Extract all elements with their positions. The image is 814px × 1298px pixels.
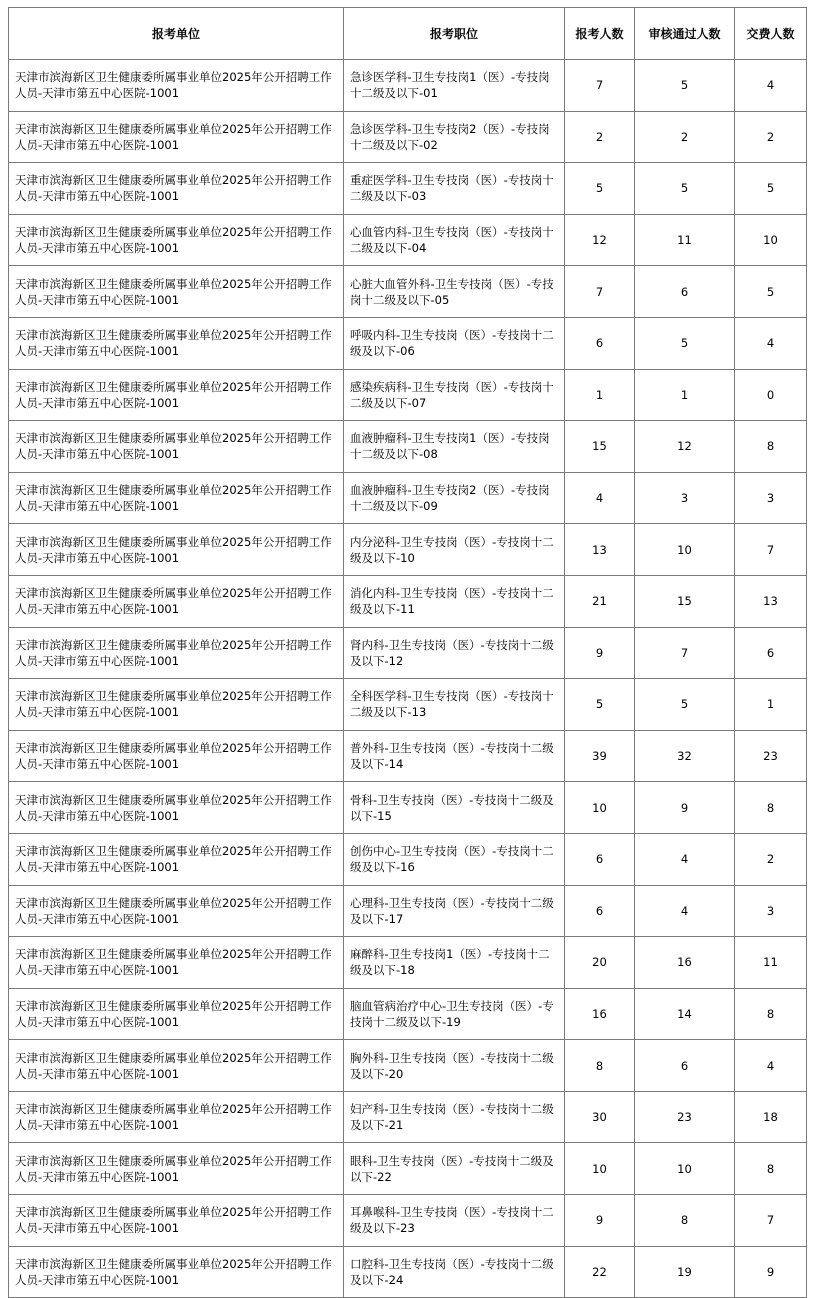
cell-post: 骨科-卫生专技岗（医）-专技岗十二级及以下-15 [344,782,565,834]
cell-post: 心理科-卫生专技岗（医）-专技岗十二级及以下-17 [344,885,565,937]
cell-approved: 5 [635,679,735,731]
cell-unit: 天津市滨海新区卫生健康委所属事业单位2025年公开招聘工作人员-天津市第五中心医院-1001 [9,317,344,369]
cell-approved: 3 [635,472,735,524]
cell-paid: 11 [735,937,807,989]
cell-post: 呼吸内科-卫生专技岗（医）-专技岗十二级及以下-06 [344,317,565,369]
cell-approved: 4 [635,833,735,885]
cell-post: 感染疾病科-卫生专技岗（医）-专技岗十二级及以下-07 [344,369,565,421]
cell-approved: 6 [635,1040,735,1092]
cell-unit: 天津市滨海新区卫生健康委所属事业单位2025年公开招聘工作人员-天津市第五中心医院-1001 [9,472,344,524]
table-row [9,679,807,731]
cell-applicants: 10 [565,782,635,834]
cell-paid: 6 [735,627,807,679]
cell-paid: 8 [735,421,807,473]
cell-post: 口腔科-卫生专技岗（医）-专技岗十二级及以下-24 [344,1246,565,1298]
table-row [9,782,807,834]
cell-unit: 天津市滨海新区卫生健康委所属事业单位2025年公开招聘工作人员-天津市第五中心医院-1001 [9,782,344,834]
cell-applicants: 5 [565,679,635,731]
cell-applicants: 9 [565,627,635,679]
cell-post: 耳鼻喉科-卫生专技岗（医）-专技岗十二级及以下-23 [344,1195,565,1247]
cell-post: 胸外科-卫生专技岗（医）-专技岗十二级及以下-20 [344,1040,565,1092]
cell-applicants: 12 [565,214,635,266]
header-applicants: 报考人数 [565,8,635,60]
cell-unit: 天津市滨海新区卫生健康委所属事业单位2025年公开招聘工作人员-天津市第五中心医院-1001 [9,988,344,1040]
cell-paid: 1 [735,679,807,731]
table-row [9,627,807,679]
cell-applicants: 7 [565,266,635,318]
header-row [9,8,807,60]
cell-post: 麻醉科-卫生专技岗1（医）-专技岗十二级及以下-18 [344,937,565,989]
cell-applicants: 10 [565,1143,635,1195]
cell-paid: 5 [735,163,807,215]
cell-paid: 4 [735,317,807,369]
cell-applicants: 6 [565,885,635,937]
cell-post: 血液肿瘤科-卫生专技岗2（医）-专技岗十二级及以下-09 [344,472,565,524]
cell-unit: 天津市滨海新区卫生健康委所属事业单位2025年公开招聘工作人员-天津市第五中心医院-1001 [9,627,344,679]
cell-applicants: 6 [565,317,635,369]
cell-approved: 6 [635,266,735,318]
cell-unit: 天津市滨海新区卫生健康委所属事业单位2025年公开招聘工作人员-天津市第五中心医院-1001 [9,730,344,782]
cell-unit: 天津市滨海新区卫生健康委所属事业单位2025年公开招聘工作人员-天津市第五中心医院-1001 [9,369,344,421]
table-row [9,575,807,627]
cell-post: 脑血管病治疗中心-卫生专技岗（医）-专技岗十二级及以下-19 [344,988,565,1040]
cell-approved: 5 [635,163,735,215]
table-row [9,472,807,524]
cell-approved: 11 [635,214,735,266]
cell-unit: 天津市滨海新区卫生健康委所属事业单位2025年公开招聘工作人员-天津市第五中心医院-1001 [9,111,344,163]
cell-paid: 8 [735,1143,807,1195]
cell-post: 心血管内科-卫生专技岗（医）-专技岗十二级及以下-04 [344,214,565,266]
cell-applicants: 5 [565,163,635,215]
cell-paid: 3 [735,472,807,524]
cell-unit: 天津市滨海新区卫生健康委所属事业单位2025年公开招聘工作人员-天津市第五中心医院-1001 [9,1091,344,1143]
cell-approved: 1 [635,369,735,421]
cell-unit: 天津市滨海新区卫生健康委所属事业单位2025年公开招聘工作人员-天津市第五中心医院-1001 [9,885,344,937]
cell-approved: 8 [635,1195,735,1247]
cell-approved: 15 [635,575,735,627]
cell-post: 消化内科-卫生专技岗（医）-专技岗十二级及以下-11 [344,575,565,627]
header-unit: 报考单位 [9,8,344,60]
cell-paid: 4 [735,1040,807,1092]
table-row [9,369,807,421]
cell-applicants: 7 [565,60,635,112]
cell-paid: 23 [735,730,807,782]
cell-unit: 天津市滨海新区卫生健康委所属事业单位2025年公开招聘工作人员-天津市第五中心医院-1001 [9,266,344,318]
table-row [9,266,807,318]
cell-approved: 23 [635,1091,735,1143]
cell-unit: 天津市滨海新区卫生健康委所属事业单位2025年公开招聘工作人员-天津市第五中心医院-1001 [9,575,344,627]
table-row [9,988,807,1040]
cell-applicants: 4 [565,472,635,524]
table-row [9,421,807,473]
table-row [9,730,807,782]
cell-paid: 13 [735,575,807,627]
cell-unit: 天津市滨海新区卫生健康委所属事业单位2025年公开招聘工作人员-天津市第五中心医院-1001 [9,1246,344,1298]
cell-applicants: 16 [565,988,635,1040]
table-row [9,163,807,215]
cell-paid: 10 [735,214,807,266]
table-row [9,111,807,163]
cell-approved: 10 [635,524,735,576]
cell-approved: 4 [635,885,735,937]
cell-approved: 14 [635,988,735,1040]
registration-table [8,7,807,1298]
table-row [9,214,807,266]
cell-unit: 天津市滨海新区卫生健康委所属事业单位2025年公开招聘工作人员-天津市第五中心医院-1001 [9,833,344,885]
cell-post: 重症医学科-卫生专技岗（医）-专技岗十二级及以下-03 [344,163,565,215]
cell-post: 普外科-卫生专技岗（医）-专技岗十二级及以下-14 [344,730,565,782]
cell-approved: 5 [635,60,735,112]
cell-unit: 天津市滨海新区卫生健康委所属事业单位2025年公开招聘工作人员-天津市第五中心医院-1001 [9,679,344,731]
cell-approved: 9 [635,782,735,834]
cell-unit: 天津市滨海新区卫生健康委所属事业单位2025年公开招聘工作人员-天津市第五中心医院-1001 [9,421,344,473]
cell-applicants: 9 [565,1195,635,1247]
cell-paid: 8 [735,988,807,1040]
table-row [9,524,807,576]
cell-applicants: 30 [565,1091,635,1143]
cell-paid: 7 [735,524,807,576]
cell-unit: 天津市滨海新区卫生健康委所属事业单位2025年公开招聘工作人员-天津市第五中心医院-1001 [9,524,344,576]
cell-approved: 7 [635,627,735,679]
cell-paid: 0 [735,369,807,421]
cell-paid: 4 [735,60,807,112]
cell-paid: 2 [735,833,807,885]
cell-post: 心脏大血管外科-卫生专技岗（医）-专技岗十二级及以下-05 [344,266,565,318]
table-row [9,1143,807,1195]
table-row [9,60,807,112]
cell-paid: 9 [735,1246,807,1298]
cell-paid: 8 [735,782,807,834]
cell-approved: 32 [635,730,735,782]
cell-applicants: 21 [565,575,635,627]
cell-applicants: 15 [565,421,635,473]
cell-applicants: 39 [565,730,635,782]
cell-unit: 天津市滨海新区卫生健康委所属事业单位2025年公开招聘工作人员-天津市第五中心医院-1001 [9,214,344,266]
cell-paid: 2 [735,111,807,163]
cell-unit: 天津市滨海新区卫生健康委所属事业单位2025年公开招聘工作人员-天津市第五中心医院-1001 [9,1143,344,1195]
cell-applicants: 6 [565,833,635,885]
cell-unit: 天津市滨海新区卫生健康委所属事业单位2025年公开招聘工作人员-天津市第五中心医院-1001 [9,1040,344,1092]
cell-post: 肾内科-卫生专技岗（医）-专技岗十二级及以下-12 [344,627,565,679]
cell-unit: 天津市滨海新区卫生健康委所属事业单位2025年公开招聘工作人员-天津市第五中心医院-1001 [9,163,344,215]
cell-approved: 16 [635,937,735,989]
cell-applicants: 20 [565,937,635,989]
cell-post: 全科医学科-卫生专技岗（医）-专技岗十二级及以下-13 [344,679,565,731]
cell-applicants: 22 [565,1246,635,1298]
cell-applicants: 2 [565,111,635,163]
table-row [9,937,807,989]
cell-approved: 10 [635,1143,735,1195]
cell-approved: 19 [635,1246,735,1298]
header-post: 报考职位 [344,8,565,60]
table-row [9,885,807,937]
cell-post: 眼科-卫生专技岗（医）-专技岗十二级及以下-22 [344,1143,565,1195]
cell-approved: 12 [635,421,735,473]
cell-post: 内分泌科-卫生专技岗（医）-专技岗十二级及以下-10 [344,524,565,576]
cell-post: 创伤中心-卫生专技岗（医）-专技岗十二级及以下-16 [344,833,565,885]
cell-unit: 天津市滨海新区卫生健康委所属事业单位2025年公开招聘工作人员-天津市第五中心医院-1001 [9,937,344,989]
cell-paid: 7 [735,1195,807,1247]
cell-post: 血液肿瘤科-卫生专技岗1（医）-专技岗十二级及以下-08 [344,421,565,473]
table-row [9,833,807,885]
cell-unit: 天津市滨海新区卫生健康委所属事业单位2025年公开招聘工作人员-天津市第五中心医院-1001 [9,1195,344,1247]
table-body [9,60,807,1298]
cell-paid: 5 [735,266,807,318]
cell-applicants: 13 [565,524,635,576]
cell-post: 妇产科-卫生专技岗（医）-专技岗十二级及以下-21 [344,1091,565,1143]
cell-applicants: 8 [565,1040,635,1092]
cell-paid: 3 [735,885,807,937]
cell-approved: 2 [635,111,735,163]
table-row [9,1246,807,1298]
cell-applicants: 1 [565,369,635,421]
header-paid: 交费人数 [735,8,807,60]
table-row [9,1195,807,1247]
table-row [9,1091,807,1143]
cell-post: 急诊医学科-卫生专技岗2（医）-专技岗十二级及以下-02 [344,111,565,163]
table-row [9,1040,807,1092]
header-approved: 审核通过人数 [635,8,735,60]
cell-approved: 5 [635,317,735,369]
cell-unit: 天津市滨海新区卫生健康委所属事业单位2025年公开招聘工作人员-天津市第五中心医院-1001 [9,60,344,112]
cell-paid: 18 [735,1091,807,1143]
table-row [9,317,807,369]
cell-post: 急诊医学科-卫生专技岗1（医）-专技岗十二级及以下-01 [344,60,565,112]
